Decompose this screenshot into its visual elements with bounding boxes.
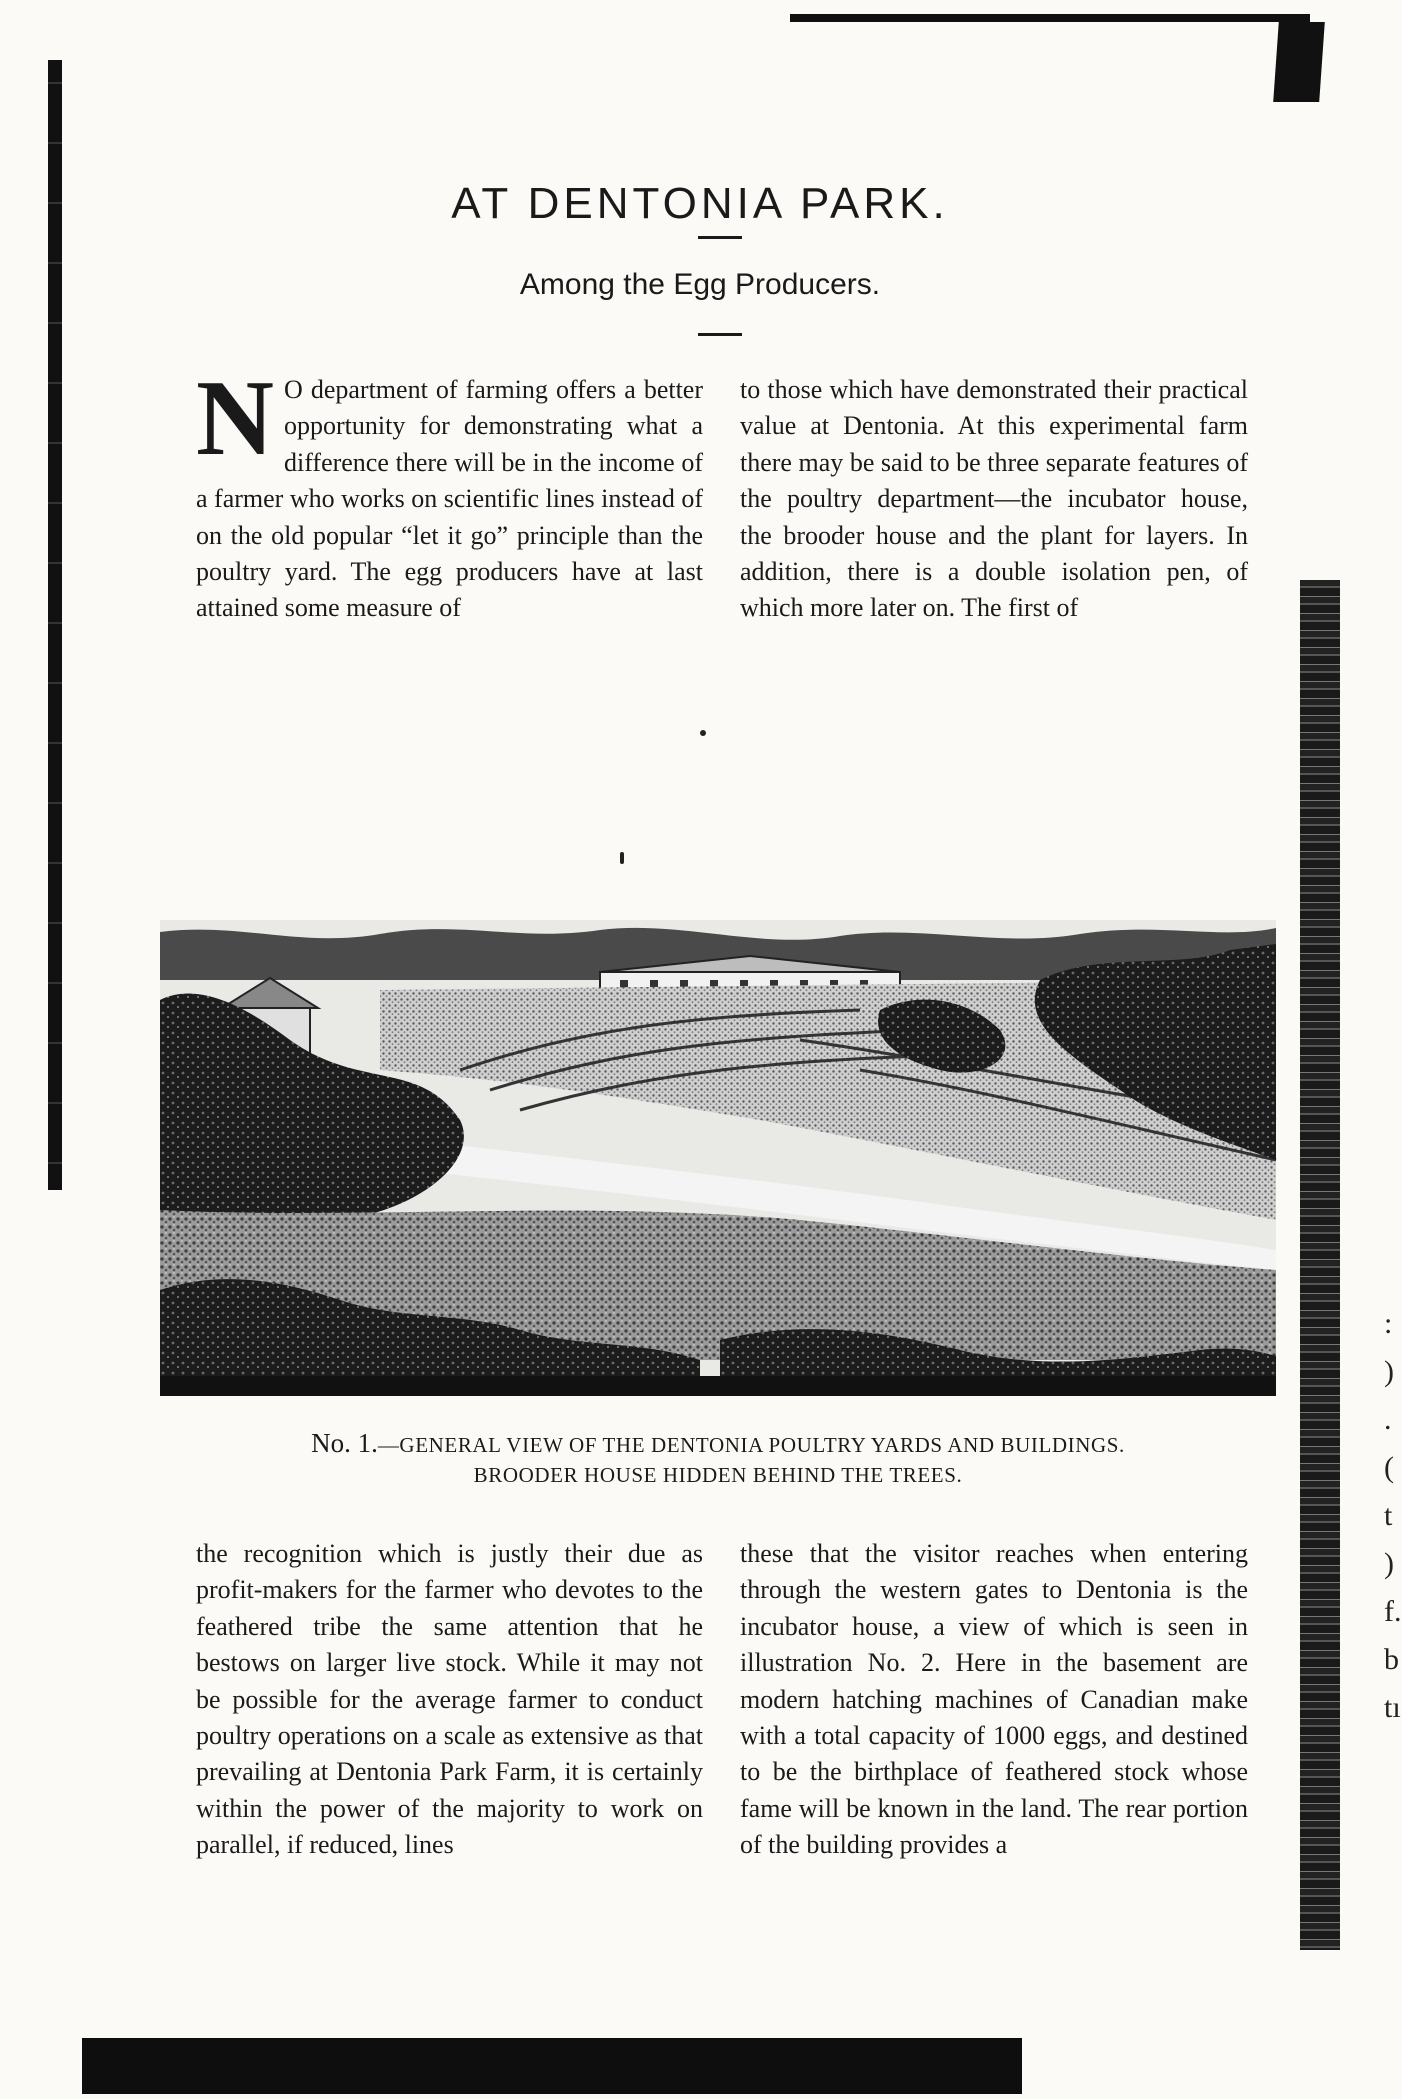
margin-fragment: t	[1384, 1499, 1393, 1532]
margin-fragment: )	[1384, 1547, 1394, 1580]
column-bottom-left	[196, 1536, 703, 1864]
figure-number: No. 1.	[311, 1428, 378, 1458]
margin-fragment: f.	[1384, 1595, 1402, 1628]
paragraph-bottom-right: these that the visitor reaches when entering through the western gates to Dentonia is the incubator house, a view of which is seen in illustration No. 2. Here in the basement are modern hatching machines of Canadian make with a total capacity of 1000 eggs, and destined to be the birthplace of feathered stock whose fame will be known in the land. The rear portion of the building provides a	[740, 1539, 1248, 1860]
scan-edge-right	[1300, 580, 1340, 1950]
margin-fragment: :	[1384, 1307, 1393, 1340]
ink-speck	[700, 730, 706, 736]
poultry-yards-illustration	[160, 920, 1276, 1396]
margin-fragment: (	[1384, 1451, 1394, 1484]
caption-line-2: BROODER HOUSE HIDDEN BEHIND THE TREES.	[473, 1463, 963, 1487]
drop-cap: N	[196, 359, 274, 478]
scan-edge-top	[790, 14, 1310, 22]
subtitle: Among the Egg Producers.	[519, 268, 881, 301]
column-top-left	[196, 359, 703, 627]
margin-fragment: .	[1384, 1403, 1392, 1436]
margin-fragment: )	[1384, 1355, 1394, 1388]
margin-fragments	[1384, 1300, 1402, 1732]
figure-caption	[160, 1428, 1276, 1490]
caption-text-1: —GENERAL VIEW OF THE DENTONIA POULTRY YARDS AND BUILDINGS.	[377, 1433, 1125, 1457]
paragraph-bottom-left: the recognition which is justly their due as profit-makers for the farmer who devotes to the feathered tribe the same attention that he bestows on larger live stock. While it may not be possible for the average farmer to conduct poultry operations on a scale as extensive as that prevailing at Dentonia Park Farm, it is certainly within the power of the majority to work on parallel, if reduced, lines	[196, 1539, 703, 1860]
paragraph-top-right: to those which have demonstrated their practical value at Dentonia. At this experimental farm there may be said to be three separate features of the poultry department—the incubator house, the brooder house and the plant for layers. In addition, there is a double isolation pen, of which more later on. The first of	[740, 375, 1248, 623]
scan-edge-left	[48, 60, 62, 1190]
subtitle-rule	[698, 333, 742, 336]
paragraph-top-left: O department of farming offers a better opportunity for demonstrating what a difference there will be in the income of a farmer who works on scientific lines instead of on the old popular “let it go” principle than the poultry yard. The egg producers have at last attained some measure of	[196, 375, 703, 623]
margin-fragment: tı	[1384, 1691, 1401, 1724]
column-bottom-right	[740, 1536, 1248, 1864]
column-top-right	[740, 372, 1248, 627]
scan-edge-bottom	[82, 2038, 1022, 2094]
landscape-photo	[160, 920, 1276, 1396]
ink-speck	[620, 852, 624, 864]
caption-line-1	[160, 1428, 1276, 1460]
scan-edge-corner	[1273, 22, 1325, 102]
title-rule	[698, 236, 742, 239]
margin-fragment: b	[1384, 1643, 1399, 1676]
page-title: AT DENTONIA PARK.	[451, 179, 949, 229]
